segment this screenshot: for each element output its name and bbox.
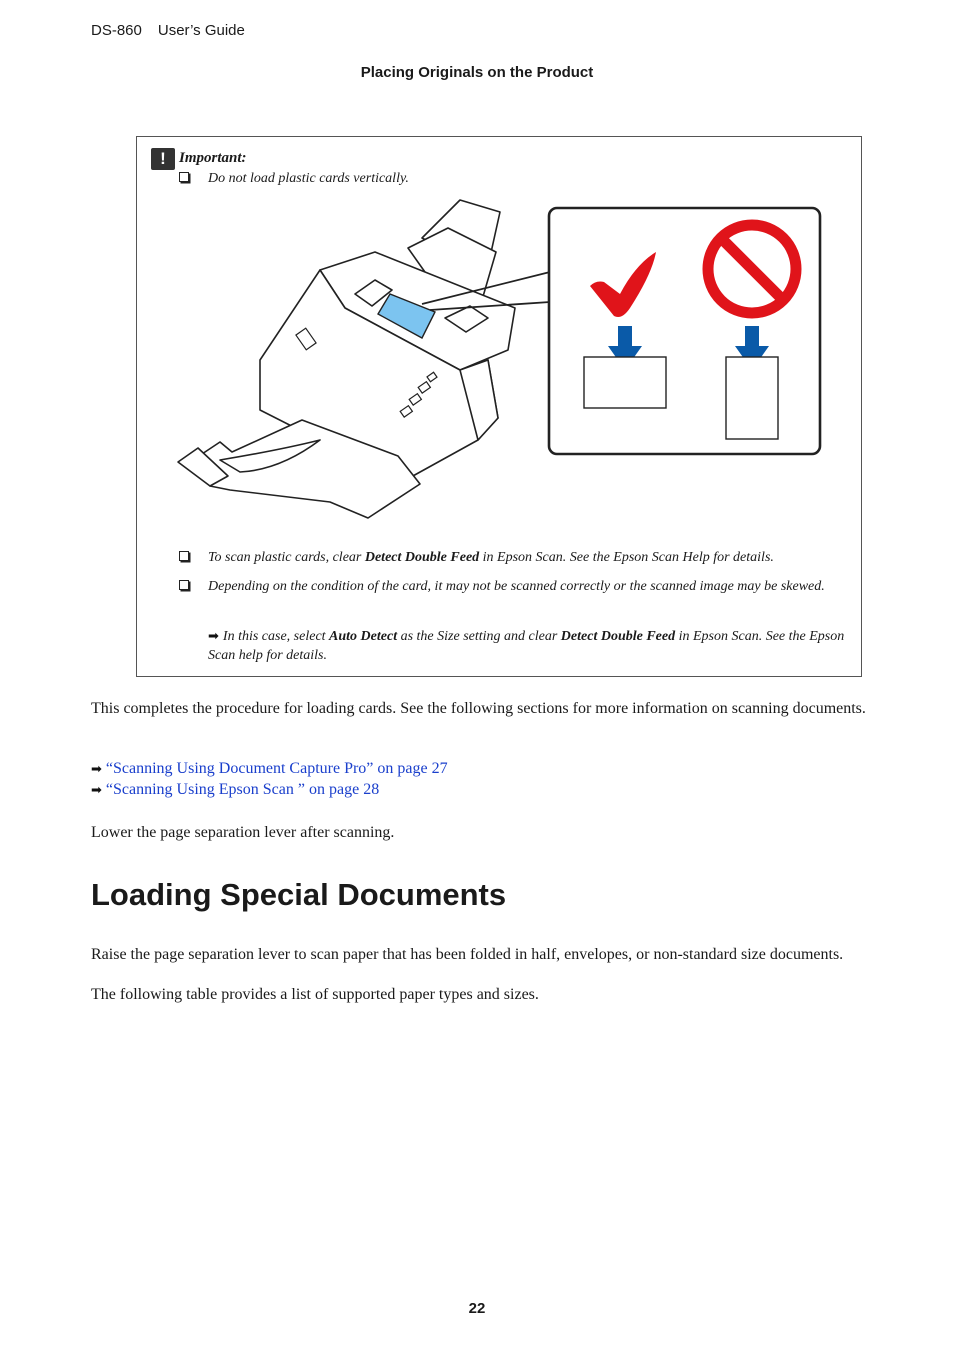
important-note bbox=[208, 627, 856, 665]
page-number: 22 bbox=[468, 1300, 486, 1317]
running-header bbox=[91, 22, 245, 39]
link-line-1 bbox=[91, 760, 448, 778]
important-bullet-2 bbox=[208, 548, 848, 567]
setting-name: Auto Detect bbox=[329, 629, 398, 644]
section-title: Placing Originals on the Product bbox=[360, 64, 594, 81]
note-text: in Epson Scan. See the Epson Scan help for details. bbox=[208, 629, 845, 663]
card-horizontal bbox=[584, 357, 666, 408]
section-heading: Loading Special Documents bbox=[91, 877, 507, 912]
exclamation-icon: ! bbox=[151, 148, 175, 170]
link-line-2 bbox=[91, 781, 379, 799]
paragraph: Raise the page separation lever to scan paper that has been folded in half, envelopes, or non-standard size documents. bbox=[91, 946, 844, 963]
setting-name: Detect Double Feed bbox=[364, 550, 480, 565]
setting-name: Detect Double Feed bbox=[560, 629, 676, 644]
important-title: Important: bbox=[179, 150, 247, 166]
checkbox-bullet-icon bbox=[179, 551, 189, 561]
product-name: DS-860 bbox=[91, 22, 142, 39]
scanner-card-illustration bbox=[170, 190, 830, 530]
note-text: In this case, select bbox=[222, 629, 330, 644]
guide-title: User’s Guide bbox=[157, 22, 245, 39]
paragraph: The following table provides a list of supported paper types and sizes. bbox=[91, 986, 539, 1003]
checkbox-bullet-icon bbox=[179, 172, 189, 182]
bullet-text: Depending on the condition of the card, it may not be scanned correctly or the scanned image may be skewed. bbox=[208, 579, 825, 594]
paragraph: Lower the page separation lever after scanning. bbox=[91, 824, 395, 841]
arrow-right-icon: ➡ bbox=[208, 629, 219, 644]
important-bullet-1 bbox=[208, 169, 409, 188]
arrow-right-icon: ➡ bbox=[91, 762, 102, 777]
bullet-text: Do not load plastic cards vertically. bbox=[208, 171, 409, 186]
bullet-text: To scan plastic cards, clear bbox=[208, 550, 365, 565]
checkbox-bullet-icon bbox=[179, 580, 189, 590]
arrow-right-icon: ➡ bbox=[91, 783, 102, 798]
link-epson-scan[interactable]: “Scanning Using Epson Scan ” on page 28 bbox=[105, 781, 380, 798]
card-vertical bbox=[726, 357, 778, 439]
link-document-capture-pro[interactable]: “Scanning Using Document Capture Pro” on page 27 bbox=[105, 760, 448, 777]
callout-panel bbox=[549, 208, 820, 454]
important-bullet-3 bbox=[208, 577, 848, 596]
paragraph: This completes the procedure for loading cards. See the following sections for more information on scanning documents. bbox=[91, 700, 866, 717]
note-text: as the Size setting and clear bbox=[397, 629, 561, 644]
bullet-text: in Epson Scan. See the Epson Scan Help for details. bbox=[479, 550, 774, 565]
